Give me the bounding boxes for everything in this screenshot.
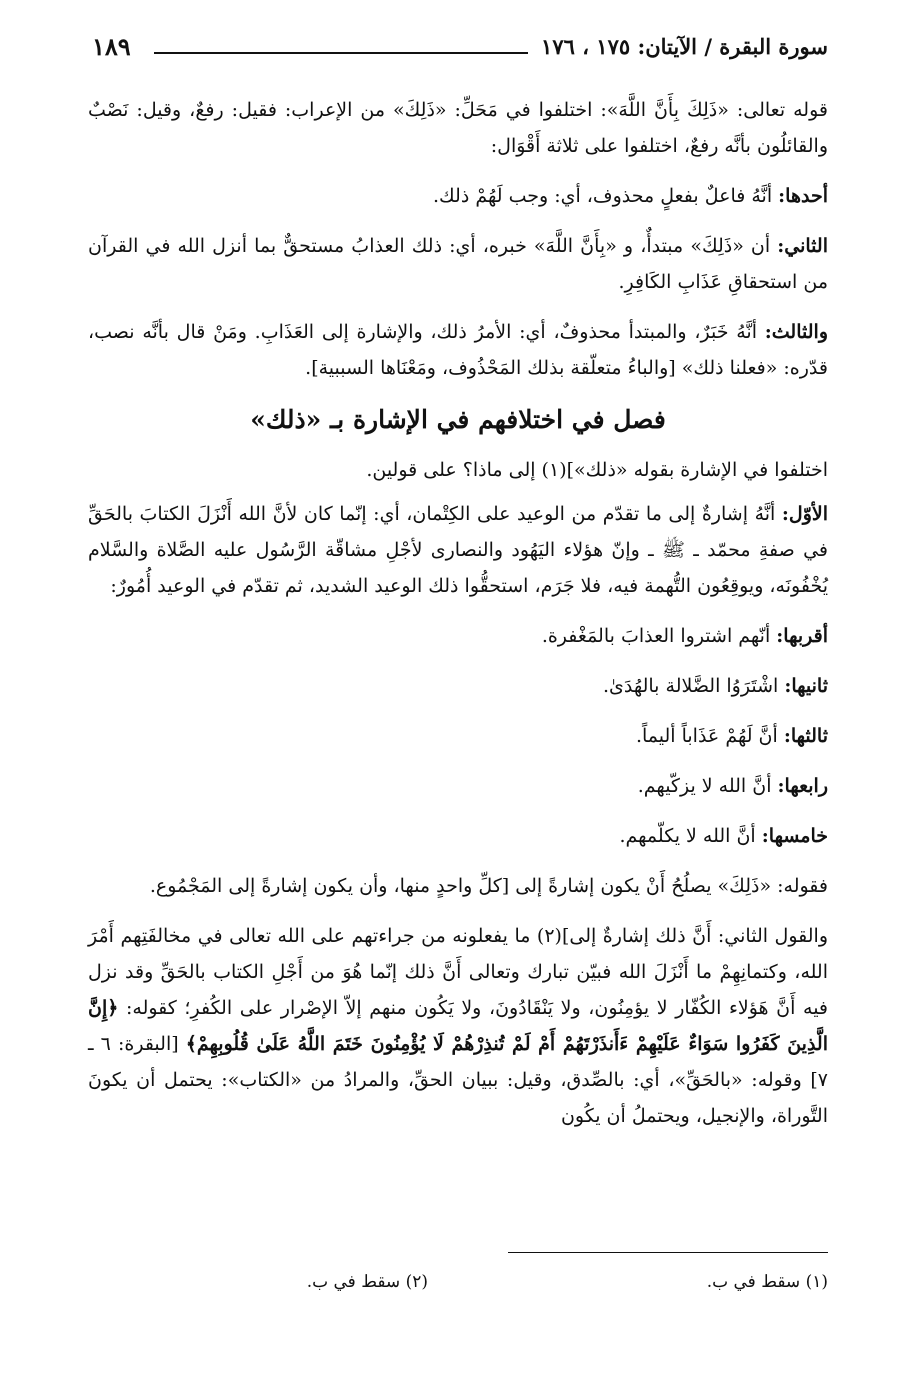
item-text: أنَّ لَهُمْ عَذَاباً أليماً.	[635, 725, 778, 747]
footnote-2: (٢) سقط في ب.	[306, 1272, 428, 1292]
section-heading: فصل في اختلافهم في الإشارة بـ «ذلك»	[250, 405, 666, 434]
paragraph-text: اختلفوا في الإشارة بقوله «ذلك»](١) إلى ماذا؟ على قولين.	[366, 459, 828, 481]
list-item	[88, 668, 828, 704]
paragraph-label: الثاني:	[777, 235, 828, 257]
paragraph	[88, 918, 828, 1134]
paragraph-text: قوله تعالى: «ذَلِكَ بِأَنَّ اللَّهَ»: اختلفوا في مَحَلِّ: «ذَلِكَ» من الإعراب: فقيل: رفعٌ، وقيل: نَصْبٌ والقائلُون بأنَّه رفعٌ، اختلفوا على ثلاثة أَقْوَال:	[88, 99, 828, 157]
paragraph	[88, 452, 828, 488]
item-label: ثالثها:	[783, 725, 828, 747]
item-text: أنّهم اشتروا العذابَ بالمَغْفرة.	[541, 625, 771, 647]
paragraph-text: [البقرة: ٦ ـ ٧] وقوله: «بالحَقِّ»، أي: بالصِّدق، وقيل: ببيان الحقِّ، والمرادُ من «الكتاب»: يحتمل أن يكونَ التَّوراة، والإنجيل، ويحتملُ أن يكُون	[88, 1033, 828, 1127]
list-item	[88, 768, 828, 804]
header-rule	[154, 52, 528, 54]
item-text: اشْتَرَوُا الضَّلالة بالهُدَىٰ.	[602, 675, 779, 697]
paragraph	[88, 228, 828, 300]
page-body	[88, 92, 828, 1142]
paragraph	[88, 314, 828, 386]
page-number: ١٨٩	[92, 32, 131, 61]
list-item	[88, 718, 828, 754]
quran-quote: ﴿إِنَّ الَّذِينَ كَفَرُوا سَوَاءٌ عَلَيْهِمْ ءَأَنذَرْتَهُمْ أَمْ لَمْ تُنذِرْهُمْ لَا يُؤْمِنُونَ خَتَمَ اللَّهُ عَلَىٰ قُلُوبِهِمْ﴾	[88, 997, 828, 1055]
paragraph-text: أن «ذَلِكَ» مبتدأٌ، و «بِأَنَّ اللَّهَ» خبره، أي: ذلك العذابُ مستحقٌّ بما أنزل الله في القرآن من استحقاقِ عَذَابِ الكَافِرِ.	[88, 235, 828, 293]
page-header	[92, 26, 828, 72]
footnote-1: (١) سقط في ب.	[706, 1272, 828, 1292]
paragraph-label: والثالث:	[764, 321, 828, 343]
list-item	[88, 818, 828, 854]
paragraph-text: أنَّهُ فاعلٌ بفعلٍ محذوف، أي: وجب لَهُمْ ذلك.	[433, 185, 773, 207]
item-label: رابعها:	[777, 775, 828, 797]
paragraph	[88, 496, 828, 604]
item-text: أنَّ الله لا يزكّيهم.	[637, 775, 772, 797]
item-label: ثانيها:	[784, 675, 828, 697]
paragraph	[88, 178, 828, 214]
item-text: أنَّ الله لا يكلّمهم.	[619, 825, 756, 847]
footnote-rule	[508, 1252, 828, 1253]
paragraph-label: أحدها:	[778, 185, 828, 207]
running-title: سورة البقرة / الآيتان: ١٧٥ ، ١٧٦	[541, 34, 828, 59]
footnotes	[88, 1252, 828, 1332]
list-item	[88, 618, 828, 654]
paragraph-text: فقوله: «ذَلِكَ» يصلُحُ أَنْ يكون إشارةً إلى [كلِّ واحدٍ منها، وأن يكون إشارةً إلى المَجْمُوع.	[149, 875, 828, 897]
paragraph-text: والقول الثاني: أَنَّ ذلك إشارةٌ إلى](٢) ما يفعلونه من جراءتهم على الله تعالى في مخالفَتِهم أَمْرَ الله، وكتمانِهِمْ ما أَنْزَلَ الله فبيّن تبارك وتعالى أَنَّ ذلك إنّما هُوَ من أَجْلِ الكتاب بالحَقِّ وقد نزل فيه أَنَّ هَؤلاء الكُفّار لا يؤمِنُون، ولا يَنْقَادُونَ، ولا يَكُون منهم إلاّ الإصْرار على الكُفرِ؛ كقوله:	[88, 925, 829, 1019]
paragraph-text: أنَّهُ إشارةٌ إلى ما تقدّم من الوعيد على الكِتْمان، أي: إنّما كان لأنَّ الله أَنْزَلَ الكتابَ بالحَقِّ في صفةِ محمّد ـ ﷺ ـ وإنّ هؤلاء اليَهُود والنصارى لأجْلِ مشاقّة الرَّسُول عليه الصَّلاة والسَّلام يُخْفُونَه، ويوقِعُون التُّهمة فيه، فلا جَرَم، استحقُّوا ذلك الوعيد الشديد، ثم تقدّم في الوعيد أُمُورٌ:	[88, 503, 828, 597]
paragraph	[88, 92, 828, 164]
paragraph	[88, 868, 828, 904]
item-label: أقربها:	[776, 625, 828, 647]
paragraph-label: الأوّل:	[781, 503, 828, 525]
paragraph-text: أنَّهُ خَبَرٌ، والمبتدأ محذوفٌ، أي: الأمرُ ذلك، والإشارة إلى العَذَابِ. ومَنْ قال بأنَّه نصب، قدّره: «فعلنا ذلك» [والباءُ متعلّقة بذلك المَحْذُوف، ومَعْنَاها السببية].	[88, 321, 828, 379]
item-label: خامسها:	[761, 825, 828, 847]
